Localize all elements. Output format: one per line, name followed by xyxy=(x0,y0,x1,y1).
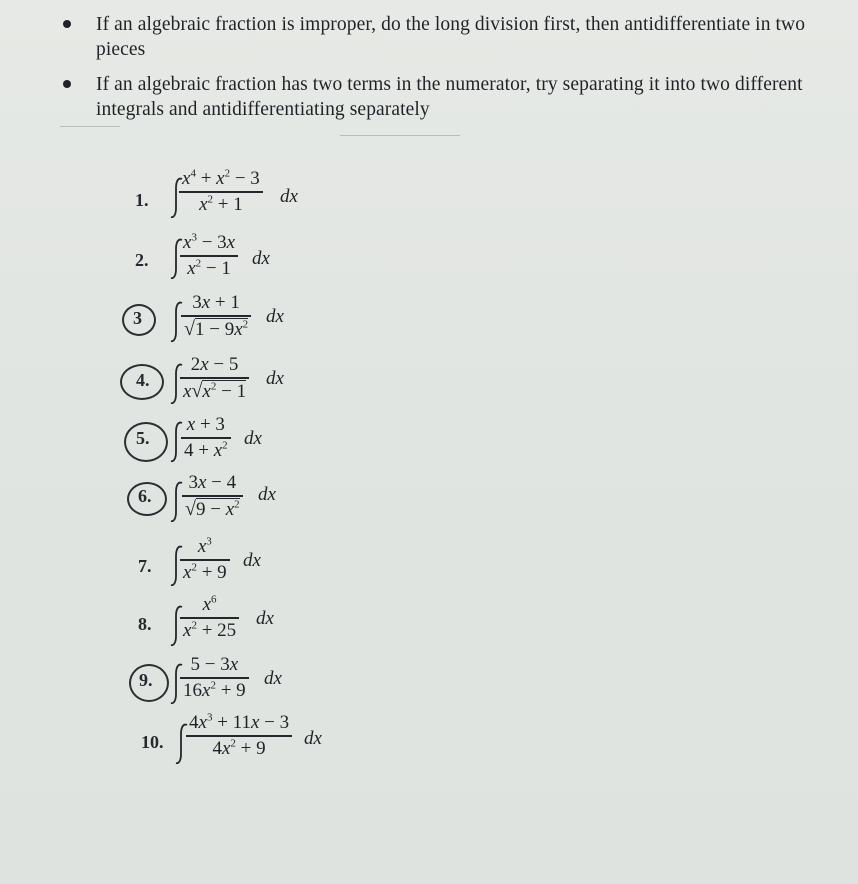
problem-8 xyxy=(0,594,500,654)
problem-7 xyxy=(0,536,500,596)
problem-number: 3 xyxy=(133,308,142,328)
problem-2 xyxy=(0,232,500,292)
bullet-dot-icon xyxy=(63,20,71,28)
tip-item xyxy=(60,72,840,122)
problem-number: 7. xyxy=(138,556,152,576)
tip-item xyxy=(60,12,840,62)
problem-number: 10. xyxy=(141,732,164,752)
fraction: $x^3 - 3x$ $x^2 - 1$ xyxy=(180,232,238,280)
problem-10 xyxy=(0,712,500,772)
problem-number: 9. xyxy=(139,670,153,690)
differential: dx xyxy=(304,728,322,749)
differential: dx xyxy=(264,668,282,689)
bullet-dot-icon xyxy=(63,80,71,88)
fraction: x + 3 $4 + x^2$ xyxy=(181,414,231,462)
differential: dx xyxy=(243,550,261,571)
differential: dx xyxy=(280,186,298,207)
problem-5 xyxy=(0,414,500,474)
problem-6 xyxy=(0,472,500,532)
problem-number: 1. xyxy=(135,190,149,210)
differential: dx xyxy=(244,428,262,449)
faint-mark xyxy=(60,126,120,127)
fraction: $4x^3 + 11x - 3$ $4x^2 + 9$ xyxy=(186,712,292,760)
problem-9 xyxy=(0,654,500,714)
problem-4 xyxy=(0,354,500,414)
problem-1 xyxy=(0,168,500,228)
problem-3 xyxy=(0,292,500,352)
fraction: $x^6$ $x^2 + 25$ xyxy=(180,594,239,642)
problem-number: 8. xyxy=(138,614,152,634)
tips-list xyxy=(60,12,840,132)
fraction: 3x − 4 $√9 - x^2$ xyxy=(182,472,243,521)
fraction: $x^3$ $x^2 + 9$ xyxy=(180,536,230,584)
problem-number: 6. xyxy=(138,486,152,506)
differential: dx xyxy=(258,484,276,505)
fraction: 2x − 5 $x√x^2 - 1$ xyxy=(180,354,249,403)
fraction: $x^4 + x^2 - 3$ $x^2 + 1$ xyxy=(179,168,263,216)
differential: dx xyxy=(266,306,284,327)
problem-number: 4. xyxy=(136,370,150,390)
problem-number: 2. xyxy=(135,250,149,270)
tip-text: If an algebraic fraction is improper, do the long division first, then antidifferentiate in two pieces xyxy=(96,14,806,60)
tip-text: If an algebraic fraction has two terms in the numerator, try separating it into two different integrals and antidifferentiating separately xyxy=(96,74,803,120)
differential: dx xyxy=(256,608,274,629)
differential: dx xyxy=(252,248,270,269)
problem-number: 5. xyxy=(136,428,150,448)
fraction: 3x + 1 $√1 - 9x^2$ xyxy=(181,292,251,341)
differential: dx xyxy=(266,368,284,389)
faint-mark xyxy=(340,135,460,136)
fraction: 5 − 3x $16x^2 + 9$ xyxy=(180,654,249,702)
